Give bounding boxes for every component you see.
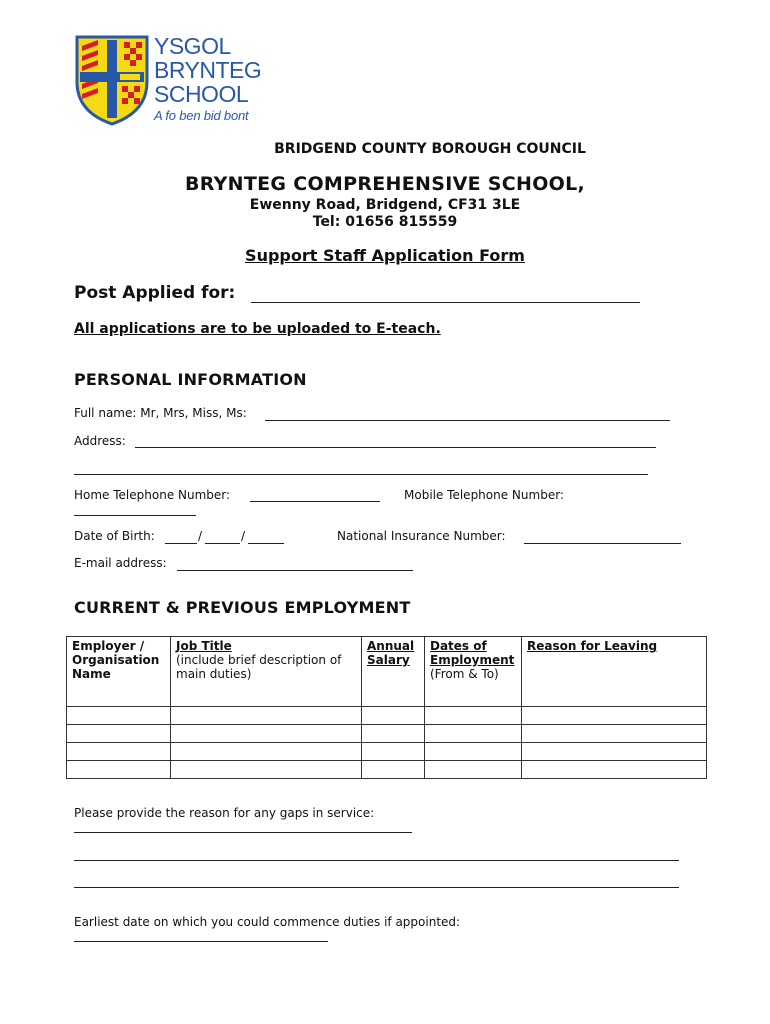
dates-cell[interactable]	[425, 725, 522, 743]
gaps-input-line-3[interactable]	[74, 887, 679, 888]
table-row	[67, 743, 707, 761]
logo-line-3: SCHOOL	[154, 81, 249, 107]
full-name-label: Full name: Mr, Mrs, Miss, Ms:	[74, 406, 247, 420]
ni-number-label: National Insurance Number:	[337, 529, 506, 543]
table-row	[67, 725, 707, 743]
form-title: Support Staff Application Form	[245, 246, 525, 265]
upload-notice: All applications are to be uploaded to E-teach.	[74, 321, 441, 337]
dob-label: Date of Birth:	[74, 529, 155, 543]
col-employer-header: Employer / Organisation Name	[67, 637, 171, 707]
gaps-label: Please provide the reason for any gaps in service:	[74, 806, 375, 820]
school-logo	[74, 34, 274, 130]
job-title-cell[interactable]	[171, 707, 362, 725]
salary-cell[interactable]	[362, 707, 425, 725]
school-name: BRYNTEG COMPREHENSIVE SCHOOL,	[184, 173, 586, 195]
dob-day-input[interactable]	[165, 543, 197, 544]
home-tel-input[interactable]	[250, 501, 380, 502]
reason-cell[interactable]	[522, 707, 707, 725]
address-input-line-2[interactable]	[74, 474, 648, 475]
employer-cell[interactable]	[67, 707, 171, 725]
job-title-cell[interactable]	[171, 761, 362, 779]
school-address: Ewenny Road, Bridgend, CF31 3LE	[249, 197, 521, 213]
employment-table	[66, 636, 707, 779]
council-name: BRIDGEND COUNTY BOROUGH COUNCIL	[274, 141, 586, 157]
dob-separator-2: /	[241, 529, 246, 543]
employer-cell[interactable]	[67, 761, 171, 779]
gaps-input-line-1[interactable]	[74, 832, 412, 833]
school-telephone: Tel: 01656 815559	[312, 214, 458, 230]
job-title-cell[interactable]	[171, 743, 362, 761]
table-row	[67, 761, 707, 779]
logo-line-1: YSGOL	[154, 33, 231, 59]
employment-table-header	[67, 637, 707, 707]
dob-year-input[interactable]	[248, 543, 284, 544]
reason-cell[interactable]	[522, 725, 707, 743]
post-applied-row	[74, 283, 235, 303]
email-input[interactable]	[177, 570, 413, 571]
commence-label: Earliest date on which you could commence duties if appointed:	[74, 915, 461, 929]
salary-cell[interactable]	[362, 761, 425, 779]
email-label: E-mail address:	[74, 556, 167, 570]
dob-separator-1: /	[198, 529, 203, 543]
reason-cell[interactable]	[522, 761, 707, 779]
salary-cell[interactable]	[362, 725, 425, 743]
dates-cell[interactable]	[425, 707, 522, 725]
ni-number-input[interactable]	[524, 543, 681, 544]
post-applied-input[interactable]	[251, 302, 640, 303]
logo-line-2: BRYNTEG	[154, 57, 262, 83]
address-label: Address:	[74, 434, 126, 448]
logo-wordmark	[154, 34, 261, 124]
employer-cell[interactable]	[67, 743, 171, 761]
col-reason-header: Reason for Leaving	[522, 637, 707, 707]
post-applied-label: Post Applied for:	[74, 283, 236, 303]
employment-heading: CURRENT & PREVIOUS EMPLOYMENT	[74, 598, 411, 617]
commence-input[interactable]	[74, 941, 328, 942]
personal-heading: PERSONAL INFORMATION	[74, 370, 307, 389]
col-dates-header: Dates of Employment (From & To)	[425, 637, 522, 707]
reason-cell[interactable]	[522, 743, 707, 761]
address-input-line-1[interactable]	[135, 447, 656, 448]
mobile-tel-label: Mobile Telephone Number:	[404, 488, 564, 502]
salary-cell[interactable]	[362, 743, 425, 761]
col-salary-header: Annual Salary	[362, 637, 425, 707]
school-crest-icon	[74, 34, 150, 126]
full-name-input[interactable]	[265, 420, 670, 421]
job-title-cell[interactable]	[171, 725, 362, 743]
employer-cell[interactable]	[67, 725, 171, 743]
home-tel-label: Home Telephone Number:	[74, 488, 231, 502]
col-job-title-header: Job Title (include brief description of main duties)	[171, 637, 362, 707]
table-row	[67, 707, 707, 725]
dates-cell[interactable]	[425, 743, 522, 761]
gaps-input-line-2[interactable]	[74, 860, 679, 861]
logo-motto: A fo ben bid bont	[154, 108, 249, 123]
dob-month-input[interactable]	[205, 543, 240, 544]
dates-cell[interactable]	[425, 761, 522, 779]
mobile-tel-input[interactable]	[74, 515, 196, 516]
